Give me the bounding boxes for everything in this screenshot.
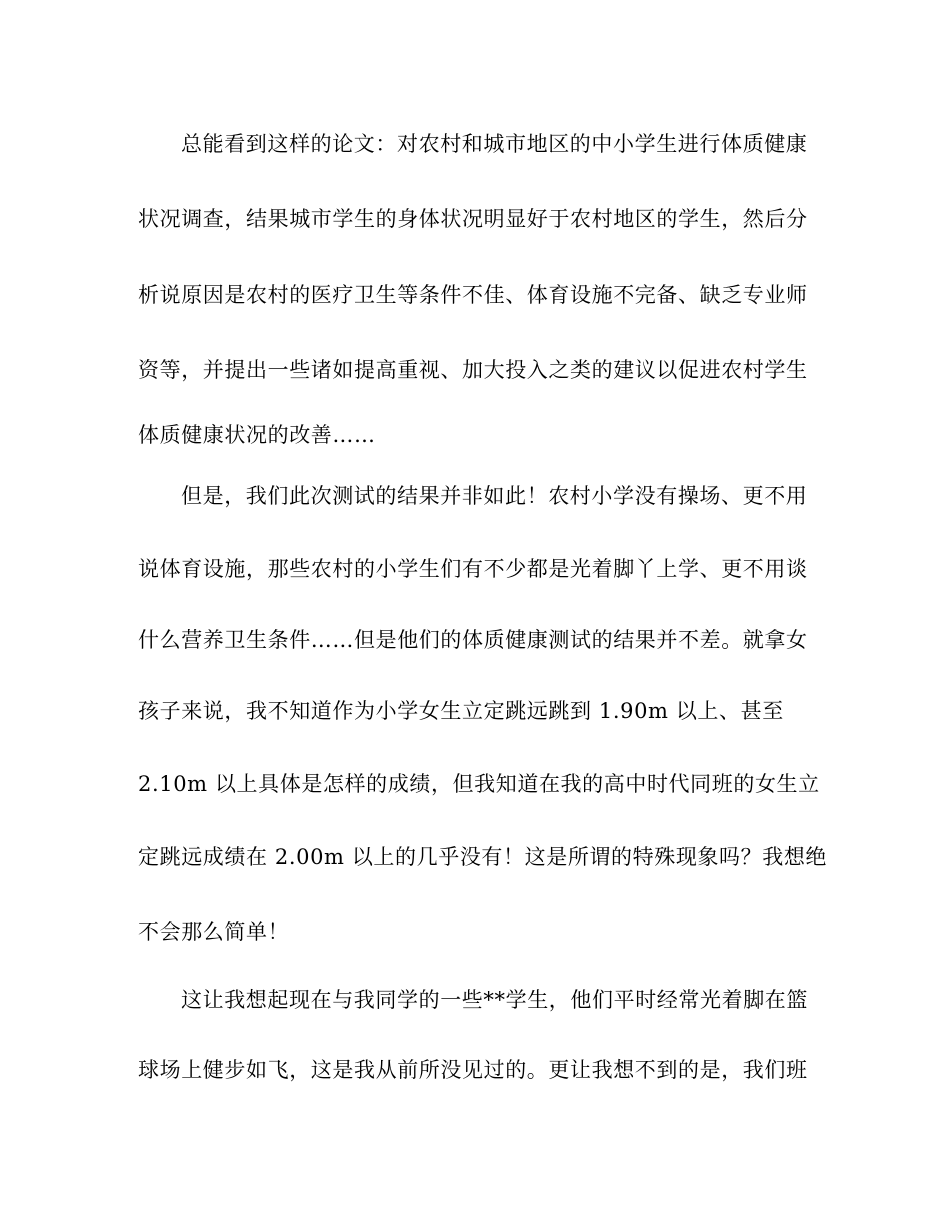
paragraph-2-line-1: 但是，我们此次测试的结果并非如此！农村小学没有操场、更不用 bbox=[181, 484, 808, 508]
paragraph-2-line-7: 不会那么简单！ bbox=[138, 920, 290, 944]
paragraph-2-line-5: 2.10m 以上具体是怎样的成绩，但我知道在我的高中时代同班的女生立 bbox=[138, 772, 820, 796]
paragraph-3-line-2: 球场上健步如飞，这是我从前所没见过的。更让我想不到的是，我们班 bbox=[138, 1058, 808, 1082]
paragraph-1-line-4: 资等，并提出一些诸如提高重视、加大投入之类的建议以促进农村学生 bbox=[138, 358, 808, 382]
paragraph-1-line-2: 状况调查，结果城市学生的身体状况明显好于农村地区的学生，然后分 bbox=[138, 207, 808, 231]
paragraph-3-line-1: 这让我想起现在与我同学的一些**学生，他们平时经常光着脚在篮 bbox=[181, 988, 808, 1012]
paragraph-2-line-3: 什么营养卫生条件……但是他们的体质健康测试的结果并不差。就拿女 bbox=[138, 628, 808, 652]
paragraph-2-line-2: 说体育设施，那些农村的小学生们有不少都是光着脚丫上学、更不用谈 bbox=[138, 557, 808, 581]
paragraph-2-line-4: 孩子来说，我不知道作为小学女生立定跳远跳到 1.90m 以上、甚至 bbox=[138, 699, 784, 723]
paragraph-1-line-5: 体质健康状况的改善…… bbox=[138, 423, 376, 447]
paragraph-2-line-6: 定跳远成绩在 2.00m 以上的几乎没有！这是所谓的特殊现象吗？我想绝 bbox=[138, 845, 828, 869]
paragraph-1-line-1: 总能看到这样的论文：对农村和城市地区的中小学生进行体质健康 bbox=[181, 132, 808, 156]
paragraph-1-line-3: 析说原因是农村的医疗卫生等条件不佳、体育设施不完备、缺乏专业师 bbox=[138, 283, 808, 307]
